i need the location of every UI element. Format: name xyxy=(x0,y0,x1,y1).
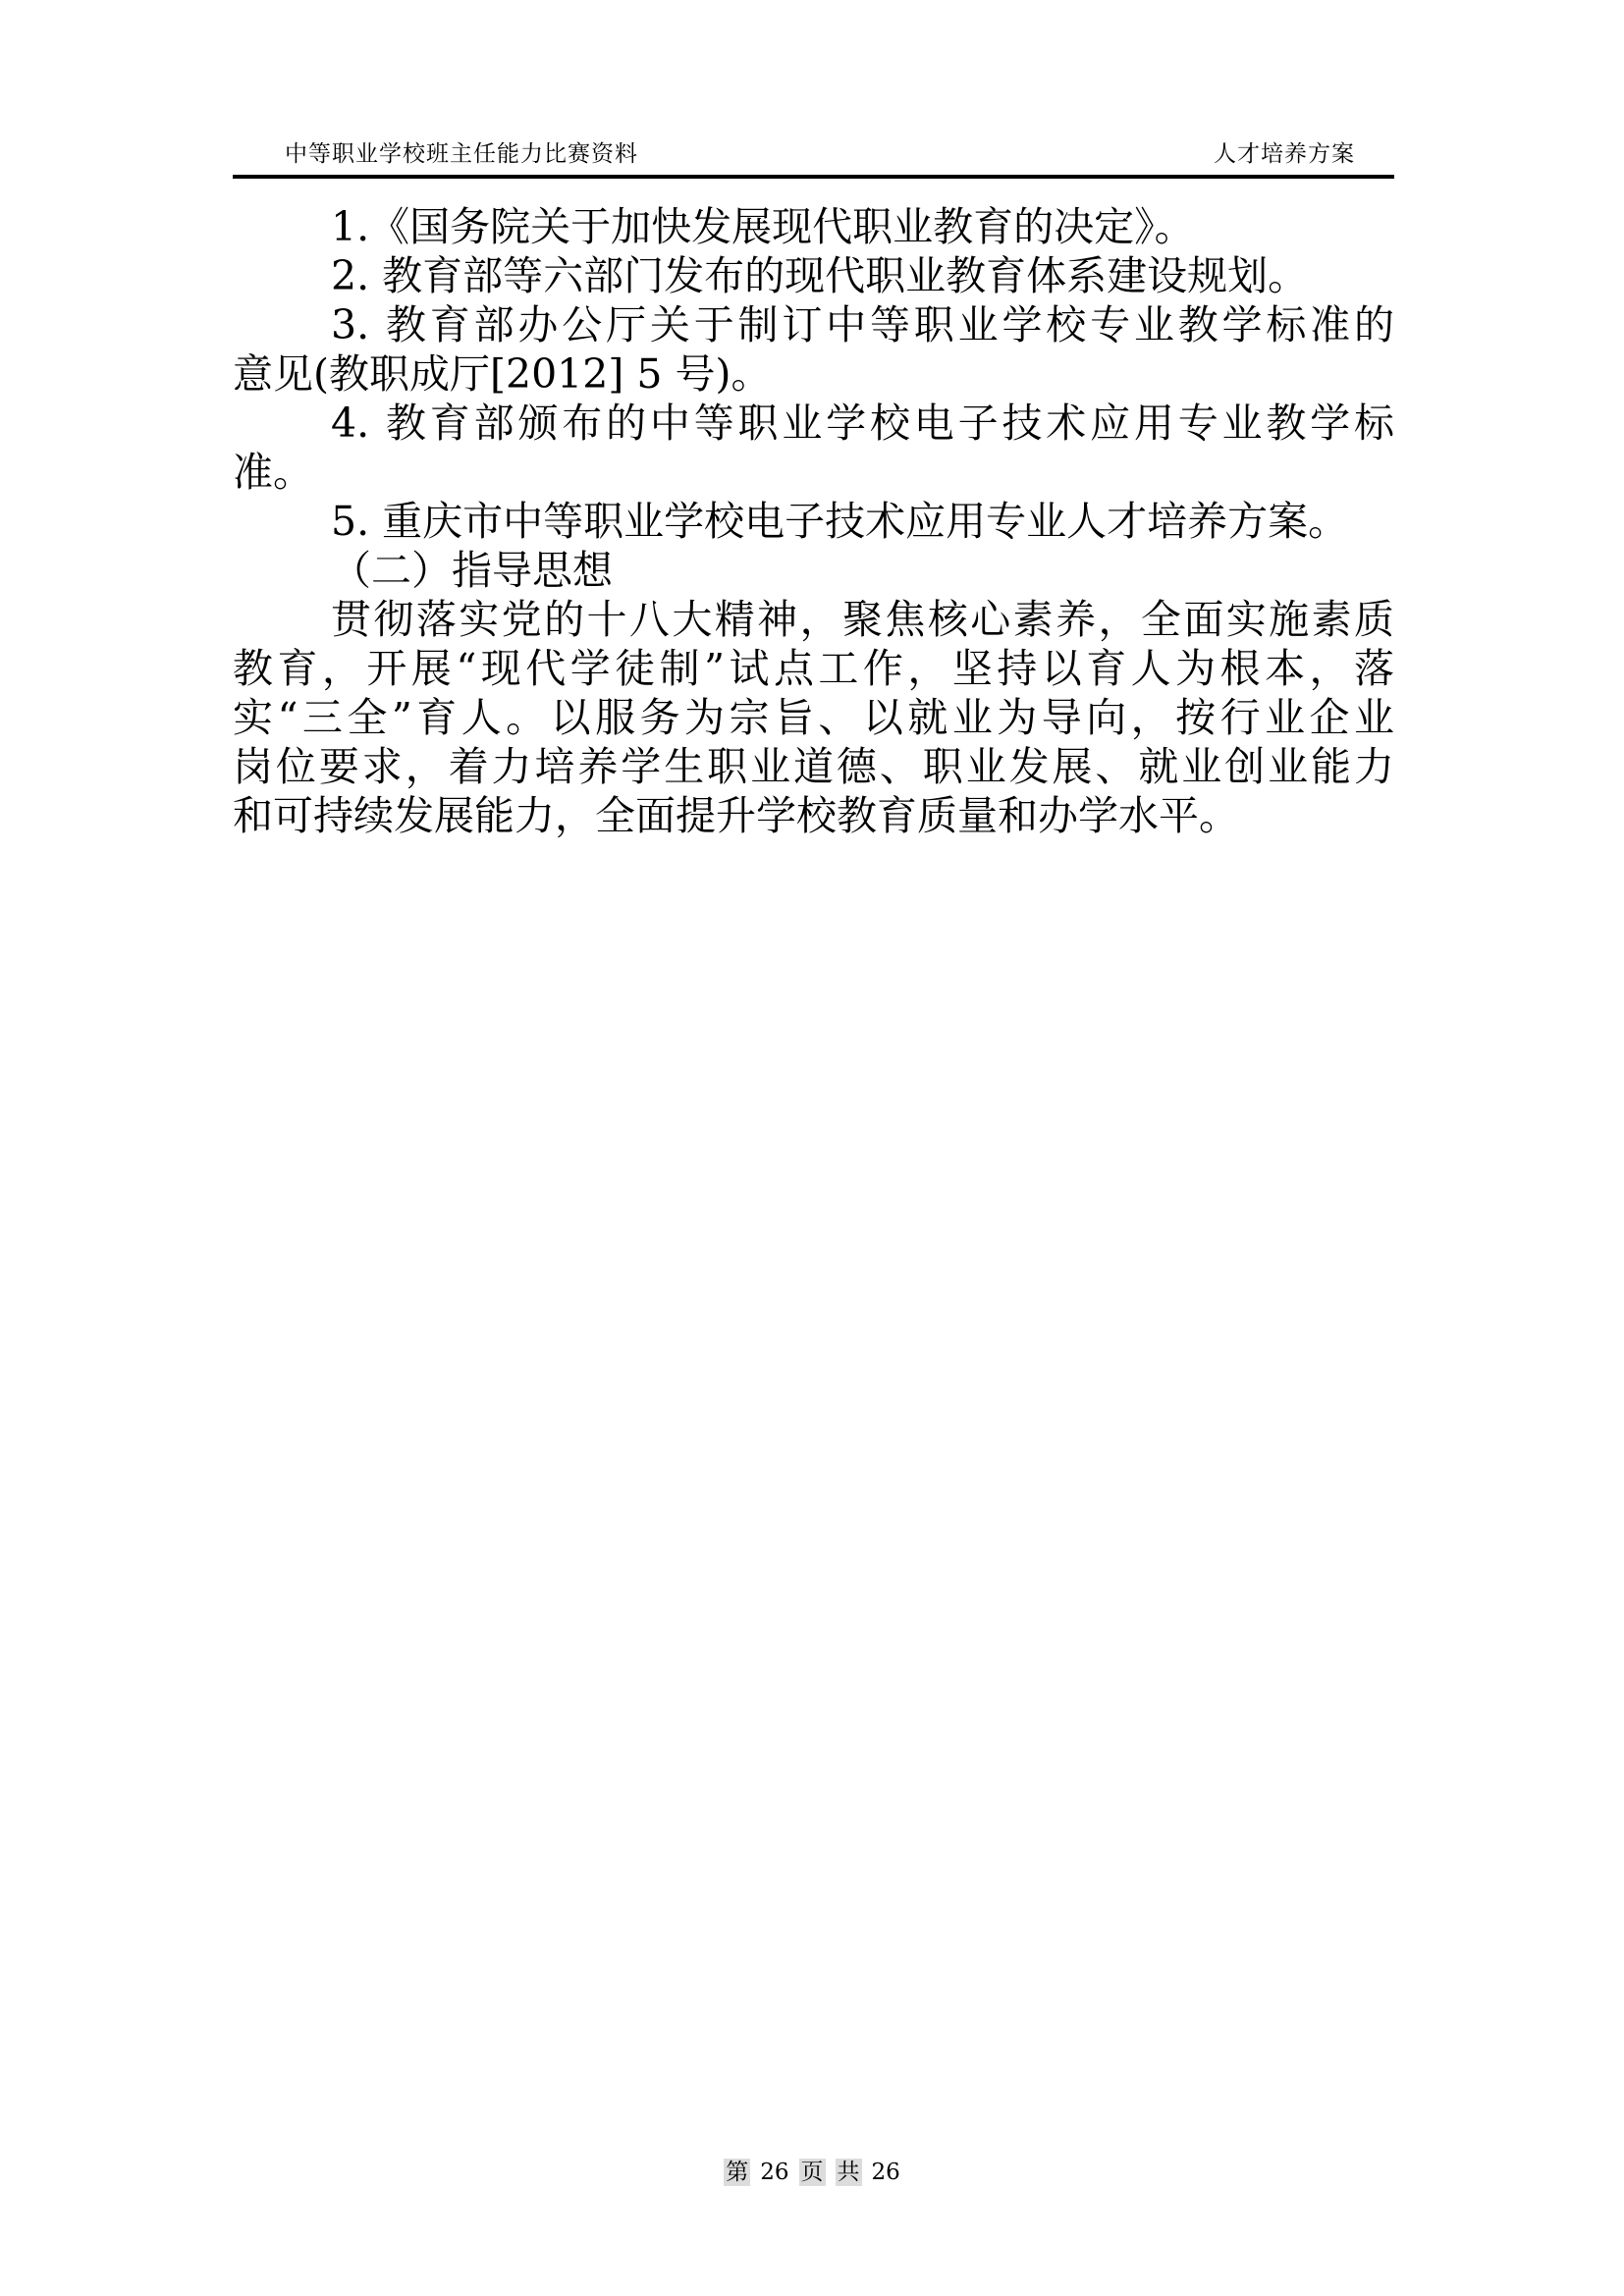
text-line: 3. 教育部办公厅关于制订中等职业学校专业教学标准的 xyxy=(331,301,1394,348)
header-right-title: 人才培养方案 xyxy=(1214,141,1355,167)
text-line: 和可持续发展能力，全面提升学校教育质量和办学水平。 xyxy=(233,792,1239,839)
text-line: 准。 xyxy=(233,449,313,496)
footer-label-page-prefix: 第 xyxy=(726,2160,749,2185)
header-row xyxy=(233,141,1394,167)
footer-label-total: 共 xyxy=(837,2160,860,2185)
text-line: 教育，开展“现代学徒制”试点工作，坚持以育人为根本，落 xyxy=(233,645,1394,692)
text-line: 贯彻落实党的十八大精神，聚焦核心素养，全面实施素质 xyxy=(331,596,1394,643)
text-line: 5. 重庆市中等职业学校电子技术应用专业人才培养方案。 xyxy=(331,498,1349,545)
document-body xyxy=(233,202,1394,840)
text-line: 岗位要求，着力培养学生职业道德、职业发展、就业创业能力 xyxy=(233,743,1394,790)
header-divider xyxy=(233,175,1394,179)
text-line: 实“三全”育人。以服务为宗旨、以就业为导向，按行业企业 xyxy=(233,694,1394,741)
footer-label-page: 页 xyxy=(800,2160,824,2185)
footer-current-page-number: 26 xyxy=(760,2160,789,2185)
text-line: 4. 教育部颁布的中等职业学校电子技术应用专业教学标 xyxy=(331,400,1394,447)
page-footer xyxy=(0,2158,1624,2187)
text-line: 2. 教育部等六部门发布的现代职业教育体系建设规划。 xyxy=(331,252,1309,299)
text-line: 1.《国务院关于加快发展现代职业教育的决定》。 xyxy=(331,203,1195,250)
header-left-title: 中等职业学校班主任能力比赛资料 xyxy=(285,141,638,167)
page-header xyxy=(233,141,1394,179)
text-line: 意见(教职成厅[2012] 5 号)。 xyxy=(233,350,772,398)
section-heading-line: （二）指导思想 xyxy=(331,547,613,594)
footer-total-page-number: 26 xyxy=(871,2160,900,2185)
